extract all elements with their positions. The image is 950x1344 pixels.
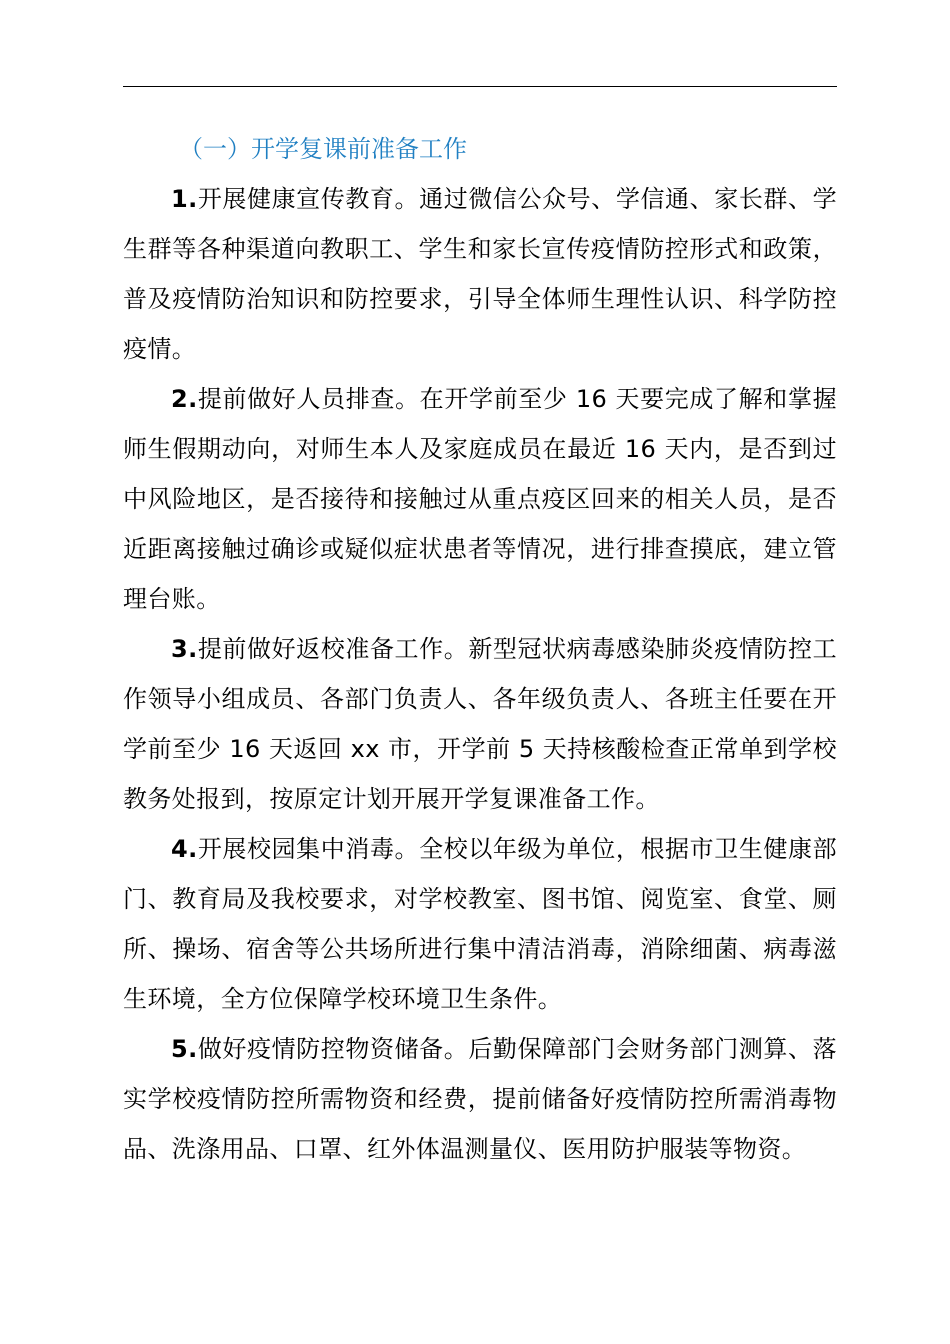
paragraph-3-number: 3. [171, 635, 198, 663]
paragraph-4-number: 4. [171, 835, 198, 863]
paragraph-5-text: 做好疫情防控物资储备。后勤保障部门会财务部门测算、落实学校疫情防控所需物资和经费，提前储备好疫情防控所需消毒物品、洗涤用品、口罩、红外体温测量仪、医用防护服装等物资。 [123, 1035, 837, 1163]
header-rule [123, 86, 837, 87]
paragraph-5-number: 5. [171, 1035, 198, 1063]
paragraph-2-number: 2. [171, 385, 198, 413]
paragraph-1 [123, 174, 837, 374]
paragraph-1-text: 开展健康宣传教育。通过微信公众号、学信通、家长群、学生群等各种渠道向教职工、学生和家长宣传疫情防控形式和政策，普及疫情防治知识和防控要求，引导全体师生理性认识、科学防控疫情。 [123, 185, 837, 363]
paragraph-1-number: 1. [171, 185, 198, 213]
document-body [123, 124, 837, 1174]
paragraph-2-text: 提前做好人员排查。在开学前至少 16 天要完成了解和掌握师生假期动向，对师生本人及家庭成员在最近 16 天内，是否到过中风险地区，是否接待和接触过从重点疫区回来的相关人员，是否近距离接触过确诊或疑似症状患者等情况，进行排查摸底，建立管理台账。 [123, 385, 837, 613]
paragraph-3 [123, 624, 837, 824]
section-heading: （一）开学复课前准备工作 [179, 135, 467, 163]
paragraph-4-text: 开展校园集中消毒。全校以年级为单位，根据市卫生健康部门、教育局及我校要求，对学校教室、图书馆、阅览室、食堂、厕所、操场、宿舍等公共场所进行集中清洁消毒，消除细菌、病毒滋生环境，全方位保障学校环境卫生条件。 [123, 835, 837, 1013]
paragraph-2 [123, 374, 837, 624]
paragraph-4 [123, 824, 837, 1024]
paragraph-5 [123, 1024, 837, 1174]
paragraph-3-text: 提前做好返校准备工作。新型冠状病毒感染肺炎疫情防控工作领导小组成员、各部门负责人、各年级负责人、各班主任要在开学前至少 16 天返回 xx 市，开学前 5 天持核酸检查正常单到学校教务处报到，按原定计划开展开学复课准备工作。 [123, 635, 837, 813]
